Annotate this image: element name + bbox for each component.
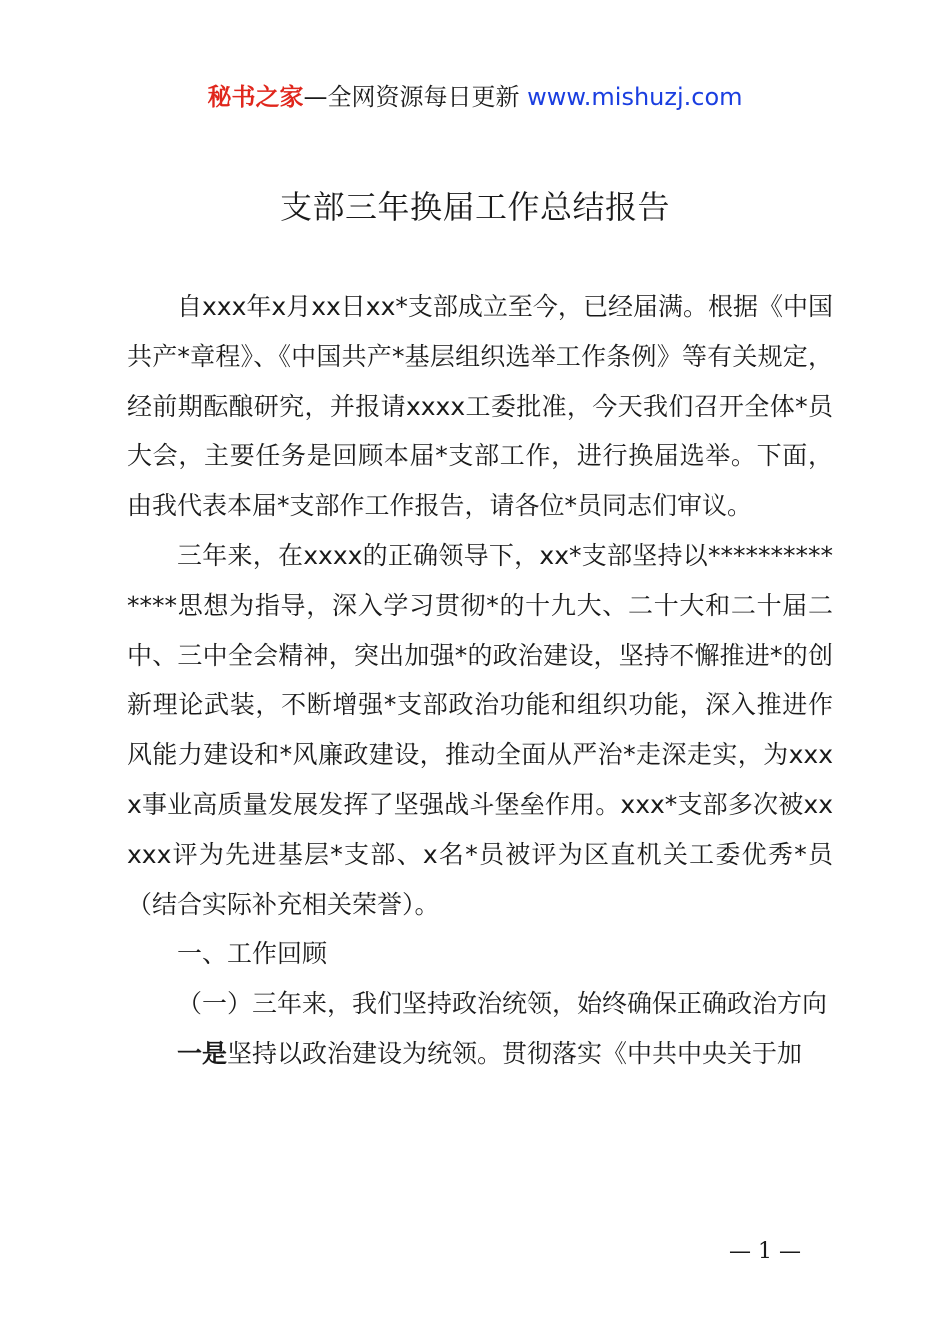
brand-name: 秘书之家 bbox=[207, 83, 304, 111]
site-header bbox=[0, 80, 950, 114]
section-heading: 一、工作回顾 bbox=[177, 939, 328, 969]
subsection-heading: （一）三年来，我们坚持政治统领，始终确保正确政治方向 bbox=[177, 989, 828, 1019]
point-one-label: 一是 bbox=[177, 1038, 228, 1068]
point-one-text: 坚持以政治建设为统领。贯彻落实《中共中央关于加 bbox=[227, 1038, 803, 1068]
paragraph-summary: 三年来，在xxxx的正确领导下，xx*支部坚持以**************思想为指导，深入学习贯彻*的十九大、二十大和二十届二中、三中全会精神，突出加强*的政治建设，坚持不懈推进*的创新理论武装，不断增强*支部政治功能和组织功能，深入推进作风能力建设和*风廉政建设，推动全面从严治*走深走实，为xxxx事业高质量发展发挥了坚强战斗堡垒作用。xxx*支部多次被xxxxx评为先进基层*支部、x名*员被评为区直机关工委优秀*员（结合实际补充相关荣誉）。 bbox=[127, 540, 833, 919]
document-body bbox=[127, 282, 833, 1079]
header-tagline: —全网资源每日更新 bbox=[303, 83, 528, 111]
paragraph-point-one bbox=[127, 1029, 833, 1079]
paragraph-intro: 自xxx年x月xx日xx*支部成立至今，已经届满。根据《中国共产*章程》、《中国共产*基层组织选举工作条例》等有关规定，经前期酝酿研究，并报请xxxx工委批准，今天我们召开全体*员大会，主要任务是回顾本届*支部工作，进行换届选举。下面，由我代表本届*支部作工作报告，请各位*员同志们审议。 bbox=[127, 292, 833, 521]
document-title: 支部三年换届工作总结报告 bbox=[279, 188, 670, 226]
site-link[interactable]: www.mishuzj.com bbox=[527, 83, 743, 111]
page-number: — 1 — bbox=[729, 1239, 801, 1264]
